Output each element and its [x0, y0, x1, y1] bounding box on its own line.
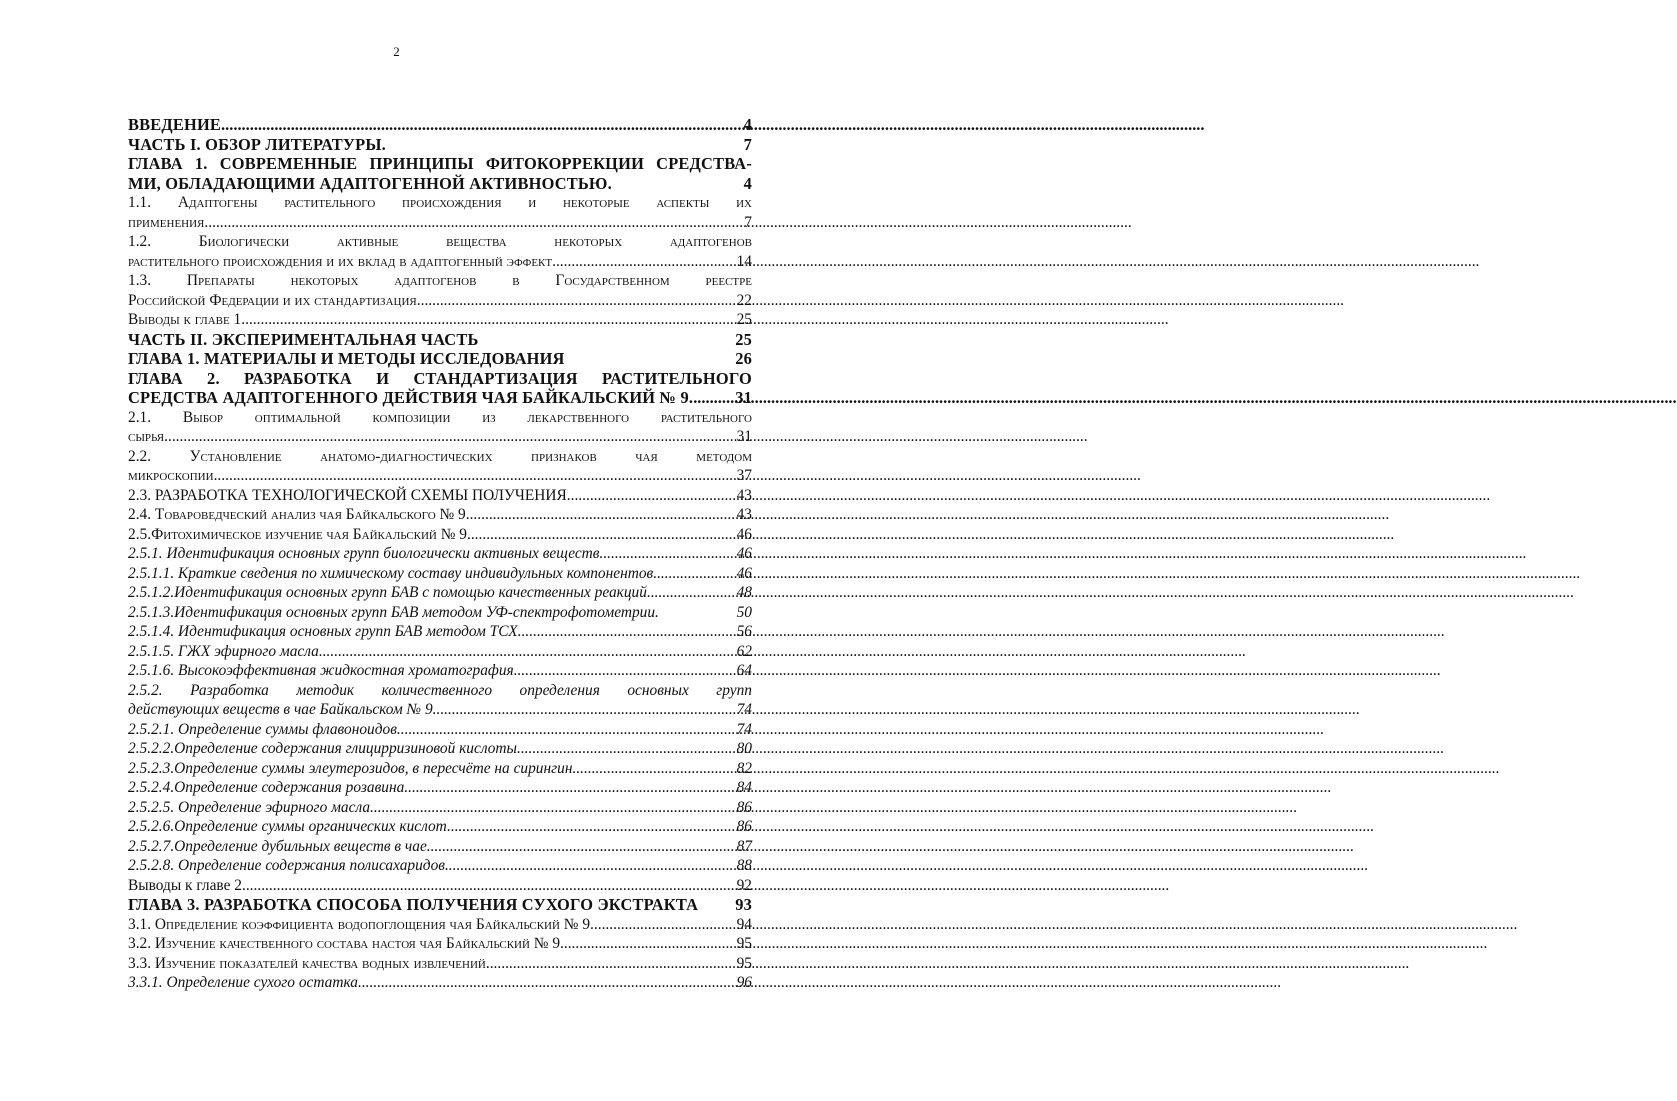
- toc-page-number: 7: [743, 134, 752, 154]
- dot-leader: [693, 388, 733, 408]
- toc-entry: [128, 135, 752, 155]
- toc-entry-title: ЧАСТЬ I. ОБЗОР ЛИТЕРАТУРЫ.: [128, 134, 386, 154]
- toc-entry: [128, 973, 752, 993]
- toc-page-number: 31: [736, 428, 752, 445]
- toc-entry-title: 2.3. РАЗРАБОТКА ТЕХНОЛОГИЧЕСКОЙ СХЕМЫ ПОЛУЧЕНИЯ: [128, 486, 567, 504]
- dot-leader: [556, 252, 735, 272]
- toc-entry: [128, 193, 752, 232]
- toc-entry: [128, 934, 752, 954]
- dot-leader: [374, 798, 735, 818]
- toc-page-number: 46: [736, 525, 752, 543]
- toc-entry-title: 3.1. Определение коэффициента водопоглощения чая Байкальский № 9.: [128, 915, 594, 933]
- toc-entry-title-line: 2.5.2. Разработка методик количественного определения основных групп: [128, 681, 752, 699]
- toc-entry-title-line: 1.2. Биологически активные вещества некоторых адаптогенов: [128, 233, 752, 250]
- toc-entry-title: 2.5.2.5. Определение эфирного масла.: [128, 798, 374, 816]
- dot-leader: [221, 115, 742, 135]
- toc-page-number: 46: [736, 545, 752, 562]
- toc-entry-title: 3.3. Изучение показателей качества водных извлечений: [128, 954, 486, 972]
- toc-entry: [128, 564, 752, 584]
- toc-entry: [128, 447, 752, 486]
- toc-page-number: 22: [736, 291, 752, 309]
- dot-leader: [518, 661, 735, 681]
- toc-entry-title-line: 2.2. Установление анатомо-диагностических признаков чая методом: [128, 447, 752, 465]
- toc-entry-title: сырья: [128, 428, 165, 445]
- toc-entry-title-line: 2.1. Выбор оптимальной композиции из лекарственного растительного: [128, 408, 752, 426]
- toc-entry-title: ГЛАВА 1. МАТЕРИАЛЫ И МЕТОДЫ ИССЛЕДОВАНИЯ: [128, 349, 565, 368]
- toc-entry: [128, 369, 752, 408]
- toc-entry-title: Российской Федерации и их стандартизация.: [128, 291, 421, 309]
- table-of-contents: [128, 115, 752, 993]
- dot-leader: [445, 856, 735, 876]
- dot-leader: [603, 544, 734, 564]
- toc-entry-title: 2.5.1.2.Идентификация основных групп БАВ с помощью качественных реакций.: [128, 584, 651, 601]
- toc-entry-title: 2.5.Фитохимическое изучение чая Байкальский № 9.: [128, 525, 471, 543]
- dot-leader: [471, 525, 735, 545]
- toc-entry-title: 2.5.2.3.Определение суммы элеутерозидов, в пересчёте на сирингин.: [128, 759, 577, 777]
- toc-page-number: 48: [736, 584, 752, 601]
- toc-entry: [128, 232, 752, 271]
- dot-leader: [436, 700, 734, 720]
- dot-leader: [576, 759, 734, 779]
- toc-entry-title: 2.5.1.6. Высокоэффективная жидкостная хроматография.: [128, 662, 518, 679]
- toc-entry-title: 2.5.1. Идентификация основных групп биологически активных веществ.: [128, 545, 604, 562]
- toc-entry: [128, 310, 752, 330]
- toc-entry: [128, 817, 752, 837]
- toc-entry-title: 2.5.2.8. Определение содержания полисахаридов: [128, 857, 445, 874]
- toc-entry-title: растительного происхождения и их вклад в адаптогенный эффект.: [128, 252, 556, 270]
- toc-page-number: 4: [743, 115, 752, 134]
- toc-entry-title: 2.5.2.4.Определение содержания розавина.: [128, 779, 409, 796]
- toc-entry: [128, 661, 752, 681]
- toc-entry-title: действующих веществ в чае Байкальском № 9.: [128, 701, 437, 718]
- toc-entry: [128, 954, 752, 974]
- toc-entry: [128, 739, 752, 759]
- toc-entry: [128, 681, 752, 720]
- toc-entry: [128, 408, 752, 447]
- toc-page-number: 94: [736, 915, 752, 933]
- toc-entry-title: ГЛАВА 3. РАЗРАБОТКА СПОСОБА ПОЛУЧЕНИЯ СУХОГО ЭКСТРАКТА: [128, 895, 699, 914]
- toc-entry: [128, 505, 752, 525]
- toc-entry-title: ВВЕДЕНИЕ: [128, 115, 222, 134]
- toc-page-number: 37: [736, 467, 752, 484]
- toc-entry: [128, 895, 752, 915]
- toc-entry: [128, 154, 752, 193]
- toc-entry: [128, 349, 752, 369]
- toc-entry-title: 2.5.2.1. Определение суммы флавоноидов.: [128, 720, 401, 738]
- toc-page-number: 82: [736, 759, 752, 777]
- toc-page-number: 7: [744, 213, 752, 231]
- dot-leader: [594, 915, 735, 935]
- toc-entry: [128, 837, 752, 857]
- toc-page-number: 25: [736, 311, 752, 328]
- dot-leader: [431, 837, 735, 857]
- toc-page-number: 50: [736, 603, 752, 621]
- dot-leader: [246, 876, 735, 896]
- dot-leader: [651, 583, 735, 603]
- toc-entry-title: МИ, ОБЛАДАЮЩИМИ АДАПТОГЕННОЙ АКТИВНОСТЬЮ.: [128, 173, 612, 193]
- toc-entry-title: 2.5.2.2.Определение содержания глицирризиновой кислоты.: [128, 740, 521, 757]
- toc-page-number: 64: [736, 662, 752, 679]
- toc-entry-title: 2.5.1.4. Идентификация основных групп БАВ методом ТСХ.: [128, 623, 522, 640]
- toc-entry-title: 2.5.2.7.Определение дубильных веществ в чае.: [128, 837, 431, 855]
- toc-page-number: 62: [736, 642, 752, 660]
- toc-entry-title: Выводы к главе 2.: [128, 876, 246, 894]
- toc-entry-title: СРЕДСТВА АДАПТОГЕННОГО ДЕЙСТВИЯ ЧАЯ БАЙКАЛЬСКИЙ № 9.: [128, 388, 694, 407]
- toc-page-number: 86: [736, 818, 752, 835]
- toc-entry: [128, 271, 752, 310]
- toc-page-number: 43: [736, 506, 752, 523]
- toc-entry-title: применения.: [128, 213, 209, 231]
- toc-entry: [128, 915, 752, 935]
- toc-entry: [128, 115, 752, 135]
- toc-entry: [128, 798, 752, 818]
- toc-entry: [128, 876, 752, 896]
- dot-leader: [564, 934, 735, 954]
- toc-entry-title: 2.5.2.6.Определение суммы органических кислот.: [128, 818, 451, 835]
- toc-page-number: 95: [736, 935, 752, 952]
- toc-page-number: 93: [735, 895, 752, 914]
- toc-entry-title: 2.5.1.3.Идентификация основных групп БАВ методом УФ-спектрофотометрии.: [128, 603, 659, 621]
- toc-page-number: 43: [736, 486, 752, 504]
- dot-leader: [408, 778, 734, 798]
- toc-entry: [128, 603, 752, 623]
- toc-entry: [128, 856, 752, 876]
- dot-leader: [401, 720, 735, 740]
- toc-page-number: 74: [736, 720, 752, 738]
- toc-page-number: 4: [743, 173, 752, 193]
- dot-leader: [217, 466, 734, 486]
- toc-entry-title-line: ГЛАВА 1. СОВРЕМЕННЫЕ ПРИНЦИПЫ ФИТОКОРРЕКЦИИ СРЕДСТВА-: [128, 154, 752, 173]
- dot-leader: [323, 642, 735, 662]
- dot-leader: [567, 486, 735, 506]
- toc-page-number: 31: [735, 388, 752, 407]
- toc-entry-title-line: ГЛАВА 2. РАЗРАБОТКА И СТАНДАРТИЗАЦИЯ РАСТИТЕЛЬНОГО: [128, 368, 752, 388]
- toc-page-number: 92: [736, 876, 752, 894]
- dot-leader: [245, 310, 735, 330]
- page-number: 2: [393, 44, 400, 59]
- toc-entry-title: 3.3.1. Определение сухого остатка: [128, 974, 358, 991]
- toc-page-number: 26: [735, 349, 752, 368]
- toc-page-number: 95: [736, 954, 752, 972]
- dot-leader: [657, 564, 735, 584]
- dot-leader: [486, 954, 735, 974]
- toc-entry-title-line: 1.1. Адаптогены растительного происхождения и некоторые аспекты их: [128, 194, 752, 211]
- dot-leader: [164, 427, 734, 447]
- toc-entry: [128, 642, 752, 662]
- dot-leader: [521, 739, 735, 759]
- toc-entry: [128, 525, 752, 545]
- toc-entry: [128, 330, 752, 350]
- toc-page-number: 56: [736, 623, 752, 640]
- toc-entry-title: 2.4. Товароведческий анализ чая Байкальского № 9: [128, 506, 466, 523]
- dot-leader: [451, 817, 735, 837]
- toc-entry: [128, 759, 752, 779]
- toc-page-number: 25: [735, 329, 752, 349]
- toc-page-number: 84: [736, 779, 752, 796]
- toc-page-number: 88: [736, 857, 752, 874]
- toc-page-number: 46: [736, 564, 752, 582]
- toc-page-number: 80: [736, 740, 752, 757]
- toc-page-number: 86: [736, 798, 752, 816]
- toc-page-number: 74: [736, 701, 752, 718]
- dot-leader: [466, 505, 735, 525]
- dot-leader: [208, 213, 742, 233]
- toc-entry: [128, 544, 752, 564]
- toc-entry: [128, 622, 752, 642]
- toc-entry-title: 3.2. Изучение качественного состава настоя чая Байкальский № 9.: [128, 935, 564, 952]
- toc-entry-title: микроскопии.: [128, 467, 218, 484]
- dot-leader: [522, 622, 735, 642]
- toc-entry-title-line: 1.3. Препараты некоторых адаптогенов в Государственном реестре: [128, 272, 752, 289]
- toc-page-number: 87: [736, 837, 752, 855]
- toc-page-number: 14: [736, 252, 752, 270]
- toc-entry: [128, 720, 752, 740]
- toc-entry-title: 2.5.1.1. Краткие сведения по химическому составу индивидульных компонентов.: [128, 564, 658, 582]
- toc-entry: [128, 583, 752, 603]
- toc-entry-title: Выводы к главе 1.: [128, 311, 246, 328]
- toc-entry: [128, 778, 752, 798]
- toc-entry-title: 2.5.1.5. ГЖХ эфирного масла.: [128, 642, 323, 660]
- toc-entry-title: ЧАСТЬ II. ЭКСПЕРИМЕНТАЛЬНАЯ ЧАСТЬ: [128, 329, 479, 349]
- dot-leader: [358, 973, 735, 993]
- toc-entry: [128, 486, 752, 506]
- toc-page-number: 96: [736, 974, 752, 991]
- dot-leader: [421, 291, 735, 311]
